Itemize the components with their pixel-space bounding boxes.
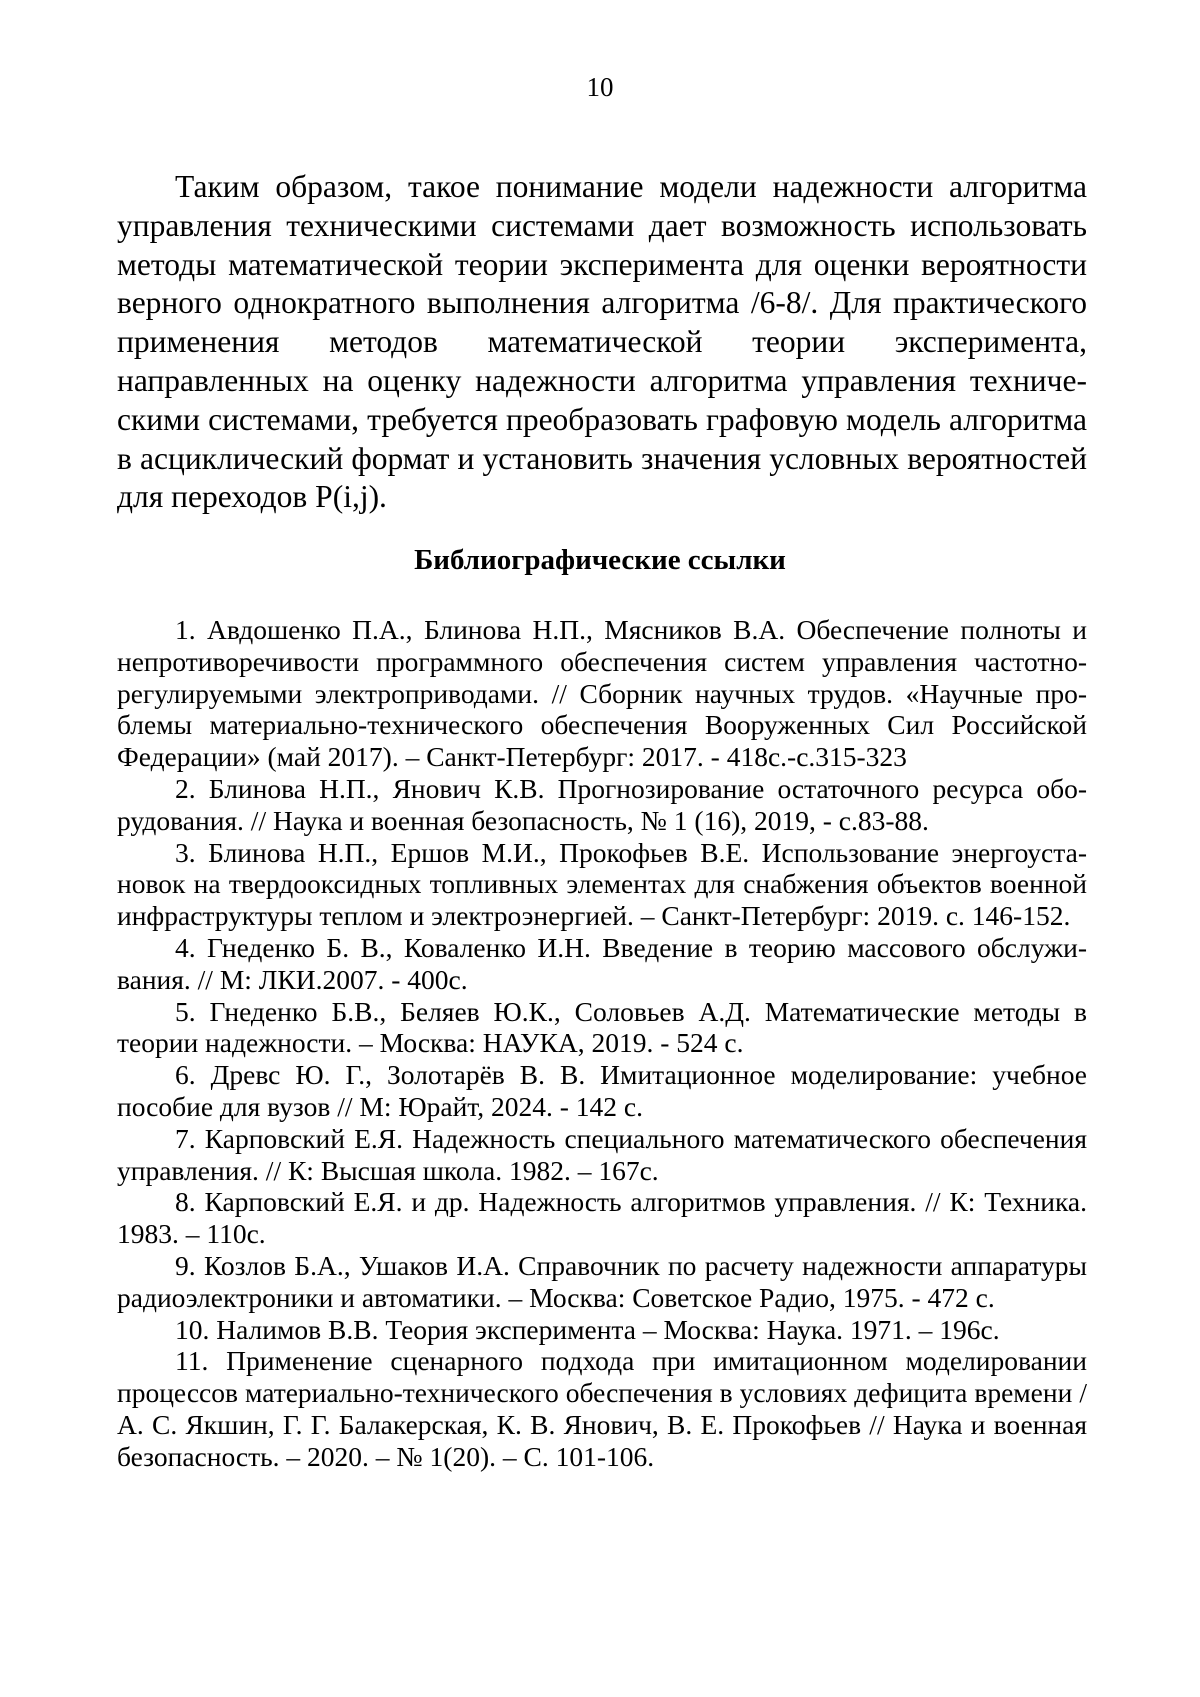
reference-item: 10. Налимов В.В. Теория эксперимента – Москва: Наука. 1971. – 196с.	[175, 1313, 1000, 1345]
reference-item: 5. Гнеденко Б.В., Беляев Ю.К., Соловьев А.Д. Математические методы в теории надежности. – Москва: НАУКА, 2019. - 524 с.	[117, 995, 1087, 1059]
reference-item: 9. Козлов Б.А., Ушаков И.А. Справочник по расчету надежности аппаратуры радиоэлектроники и автоматики. – Москва: Советское Радио, 1975. - 472 с.	[117, 1249, 1087, 1313]
reference-item: 4. Гнеденко Б. В., Коваленко И.Н. Введение в теорию массового обслуживания. // М: ЛКИ.2007. - 400с.	[117, 931, 1087, 995]
reference-item: 6. Древс Ю. Г., Золотарёв В. В. Имитационное моделирование: учебное пособие для вузов // М: Юрайт, 2024. - 142 с.	[117, 1059, 1087, 1122]
reference-item: 2. Блинова Н.П., Янович К.В. Прогнозирование остаточного ресурса оборудования. // Наука и военная безопасность, № 1 (16), 2019, - с.83-88.	[117, 772, 1087, 836]
reference-item: 11. Применение сценарного подхода при имитационном моделировании процессов материально-технического обеспечения в условиях дефицита времени / А. С. Якшин, Г. Г. Балакерская, К. В. Янович, В. Е. Прокофьев // Наука и военная безопасность. – 2020. – № 1(20). – С. 101-106.	[117, 1345, 1087, 1472]
reference-item: 1. Авдошенко П.А., Блинова Н.П., Мясников В.А. Обеспечение полноты и непротиворечивости программного обеспечения систем управления частотнорегулируемыми электроприводами. // Сборник научных трудов. «Научные проблемы материально-технического обеспечения Вооруженных Сил Российской Федерации» (май 2017). – Санкт-Петербург: 2017. - 418с.-с.315-323	[117, 614, 1087, 773]
references-list	[117, 614, 1087, 1473]
references-heading: Библиографические ссылки	[414, 544, 786, 576]
page-number: 10	[586, 72, 614, 102]
reference-item: 7. Карповский Е.Я. Надежность специального математического обеспечения управления. // К: Высшая школа. 1982. – 167с.	[117, 1122, 1087, 1186]
body-paragraph: Таким образом, такое понимание модели надежности алгоритма управления техническими системами дает возможность использовать методы математической теории эксперимента для оценки вероятности верного однократного выполнения алгоритма /6-8/. Для практического применения методов математической теории эксперимента, направленных на оценку надежности алгоритма управления техническими системами, требуется преобразовать графовую модель алгоритма в асциклический формат и установить значения условных вероятностей для переходов P(i,j).	[117, 169, 1087, 515]
reference-item: 3. Блинова Н.П., Ершов М.И., Прокофьев В.Е. Использование энергоустановок на твердооксидных топливных элементах для снабжения объектов военной инфраструктуры теплом и электроэнергией. – Санкт-Петербург: 2019. с. 146-152.	[117, 836, 1087, 932]
reference-item: 8. Карповский Е.Я. и др. Надежность алгоритмов управления. // К: Техника. 1983. – 110с.	[117, 1186, 1087, 1250]
